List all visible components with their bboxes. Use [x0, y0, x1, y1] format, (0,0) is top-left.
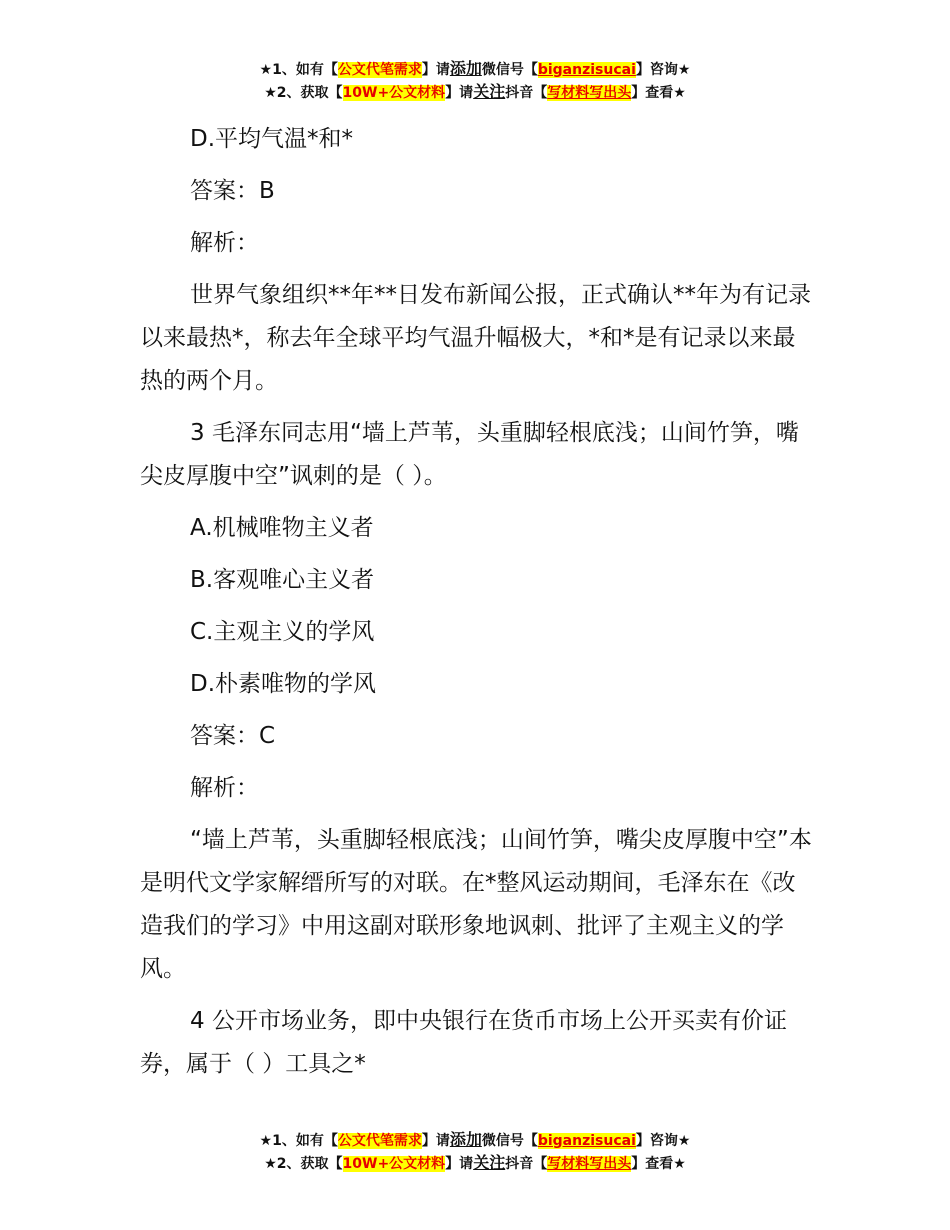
promo-emphasis: 添加 — [449, 1130, 482, 1149]
document-body — [140, 118, 812, 1095]
promo-text: 】咨询★ — [635, 1133, 691, 1149]
question-3: 3 毛泽东同志用“墙上芦苇，头重脚轻根底浅；山间竹笋，嘴尖皮厚腹中空”讽刺的是（ ）。 — [140, 420, 799, 489]
promo-text: ★1、如有【 — [259, 62, 338, 78]
highlight-douyin-account: 写材料写出头 — [547, 85, 632, 101]
promo-text: ★2、获取【 — [264, 85, 343, 101]
highlight-service: 公文代笔需求 — [337, 62, 422, 78]
promo-text: 微信号【 — [481, 1133, 538, 1149]
highlight-douyin-account: 写材料写出头 — [547, 1156, 632, 1172]
promo-text: 抖音【 — [505, 85, 548, 101]
option-d: D.朴素唯物的学风 — [190, 671, 377, 697]
promo-line-2 — [0, 1152, 950, 1175]
analysis-label: 解析： — [190, 230, 259, 256]
promo-text: 微信号【 — [481, 62, 538, 78]
promo-line-2 — [0, 81, 950, 104]
option-a: A.机械唯物主义者 — [190, 515, 374, 541]
highlight-service: 公文代笔需求 — [337, 1133, 422, 1149]
highlight-wechat-id: biganzisucai — [537, 1133, 636, 1149]
promo-emphasis: 关注 — [473, 1153, 506, 1172]
promo-emphasis: 关注 — [473, 82, 506, 101]
highlight-materials: 10W+公文材料 — [342, 1156, 446, 1172]
promo-text: 】查看★ — [631, 1156, 686, 1172]
promo-text: 】请 — [445, 1156, 474, 1172]
promo-emphasis: 添加 — [449, 59, 482, 78]
analysis-text: “墙上芦苇，头重脚轻根底浅；山间竹笋，嘴尖皮厚腹中空”本是明代文学家解缙所写的对联。在*整风运动期间，毛泽东在《改造我们的学习》中用这副对联形象地讽刺、批评了主观主义的学风。 — [140, 827, 812, 982]
footer-promo-banner — [0, 1129, 950, 1175]
option-d: D.平均气温*和* — [190, 126, 354, 152]
promo-text: ★1、如有【 — [259, 1133, 338, 1149]
option-b: B.客观唯心主义者 — [190, 567, 375, 593]
promo-text: 抖音【 — [505, 1156, 548, 1172]
highlight-wechat-id: biganzisucai — [537, 62, 636, 78]
option-c: C.主观主义的学风 — [190, 619, 375, 645]
promo-text: ★2、获取【 — [264, 1156, 343, 1172]
promo-text: 】咨询★ — [635, 62, 691, 78]
analysis-label: 解析： — [190, 775, 259, 801]
promo-text: 】查看★ — [631, 85, 686, 101]
promo-text: 】请 — [421, 1133, 450, 1149]
promo-text: 】请 — [421, 62, 450, 78]
header-promo-banner — [0, 58, 950, 104]
highlight-materials: 10W+公文材料 — [342, 85, 446, 101]
promo-text: 】请 — [445, 85, 474, 101]
question-4: 4 公开市场业务，即中央银行在货币市场上公开买卖有价证券，属于（ ）工具之* — [140, 1008, 787, 1077]
promo-line-1 — [0, 1129, 950, 1152]
analysis-text: 世界气象组织**年**日发布新闻公报，正式确认**年为有记录以来最热*，称去年全球平均气温升幅极大，*和*是有记录以来最热的两个月。 — [140, 282, 811, 394]
promo-line-1 — [0, 58, 950, 81]
answer-line: 答案：B — [190, 178, 275, 204]
answer-line: 答案：C — [190, 723, 276, 749]
